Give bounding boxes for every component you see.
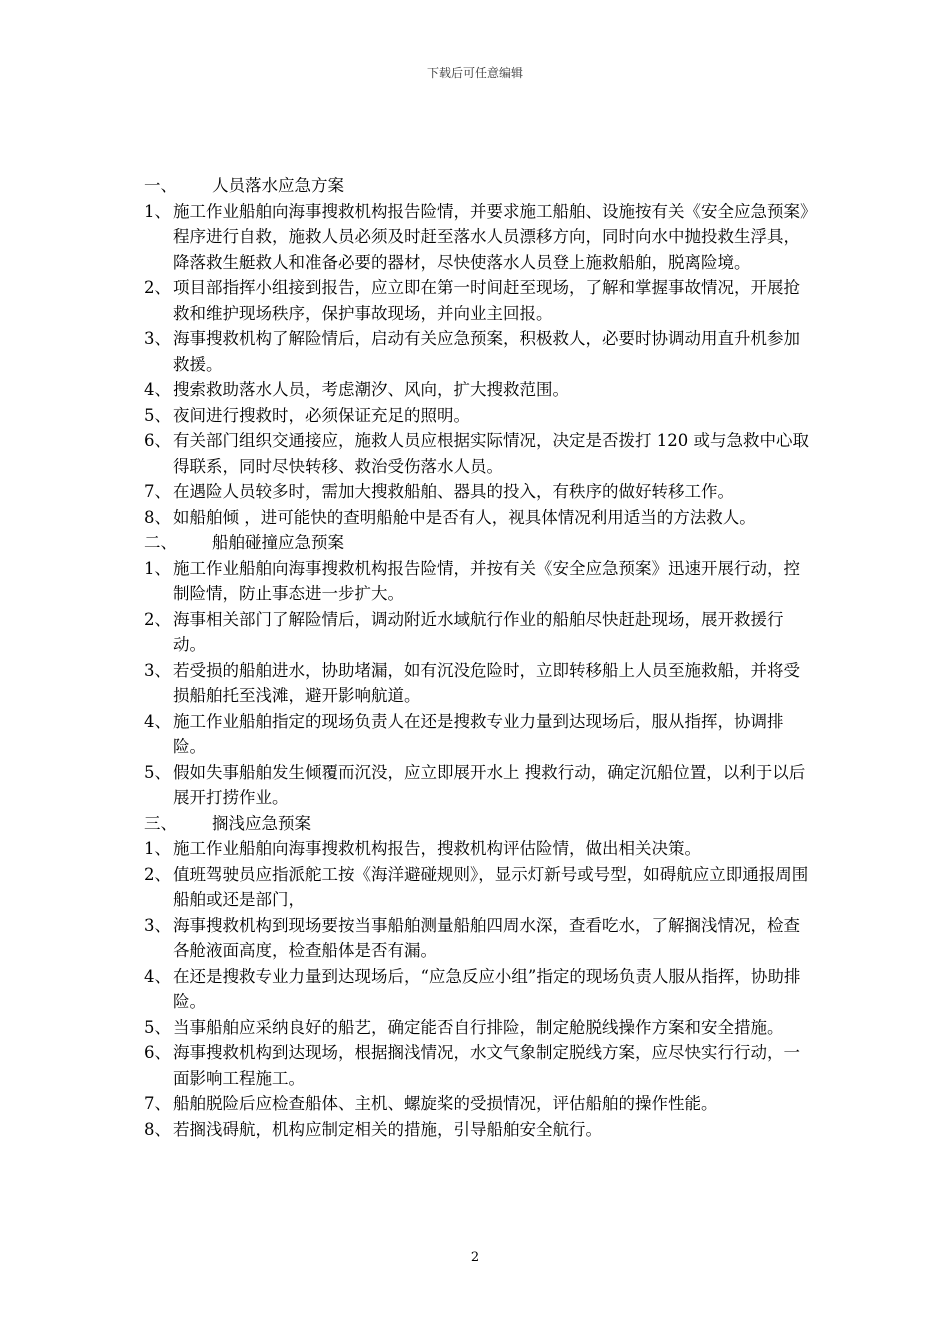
list-item: 2、 海事相关部门了解险情后，调动附近水域航行作业的船舶尽快赶赴现场，展开救援行动。	[144, 609, 784, 654]
list-item: 8、 如船舶倾 ，进可能快的查明船舱中是否有人，视具体情况利用适当的方法救人。	[144, 507, 756, 527]
page-number: 2	[470, 1250, 480, 1265]
list-item: 5、 当事船舶应采纳良好的船艺，确定能否自行排险，制定舱脱线操作方案和安全措施。	[144, 1017, 784, 1037]
section-heading: 二、 船舶碰撞应急预案	[144, 533, 344, 552]
page-header: 下载后可任意编辑	[426, 66, 523, 80]
list-item: 1、 施工作业船舶向海事搜救机构报告险情，并按有关《安全应急预案》迅速开展行动，控制险情，防止事态进一步扩大。	[144, 558, 800, 603]
list-item: 1、 施工作业船舶向海事搜救机构报告，搜救机构评估险情，做出相关决策。	[144, 839, 701, 858]
section-heading: 三、 搁浅应急预案	[144, 813, 311, 833]
list-item: 5、 夜间进行搜救时，必须保证充足的照明。	[144, 405, 470, 425]
list-item: 2、 值班驾驶员应指派舵工按《海洋避碰规则》，显示灯新号或号型，如碍航应立即通报周围船舶或还是部门，	[144, 864, 809, 909]
list-item: 6、 海事搜救机构到达现场，根据搁浅情况，水文气象制定脱线方案，应尽快实行行动，一面影响工程施工。	[144, 1043, 800, 1088]
list-item: 4、 在还是搜救专业力量到达现场后，“应急反应小组”指定的现场负责人服从指挥，协助排险。	[144, 966, 801, 1011]
list-item: 6、 有关部门组织交通接应，施救人员应根据实际情况，决定是否拨打 120 或与急救中心取得联系，同时尽快转移、救治受伤落水人员。	[144, 431, 809, 476]
list-item: 4、 搜索救助落水人员，考虑潮汐、风向，扩大搜救范围。	[144, 380, 569, 399]
list-item: 7、 在遇险人员较多时，需加大搜救船舶、器具的投入，有秩序的做好转移工作。	[144, 482, 734, 501]
list-item: 3、 若受损的船舶进水，协助堵漏，如有沉没危险时，立即转移船上人员至施救船，并将受损船舶托至浅滩，避开影响航道。	[144, 660, 800, 705]
list-item: 3、 海事搜救机构到现场要按当事船舶测量船舶四周水深，查看吃水，了解搁浅情况，检查各舱液面高度，检查船体是否有漏。	[144, 915, 800, 960]
list-item: 7、 船舶脱险后应检查船体、主机、螺旋桨的受损情况，评估船舶的操作性能。	[144, 1094, 718, 1113]
list-item: 3、 海事搜救机构了解险情后，启动有关应急预案，积极救人，必要时协调动用直升机参加救援。	[144, 329, 800, 374]
list-item: 2、 项目部指挥小组接到报告，应立即在第一时间赶至现场，了解和掌握事故情况，开展抢救和维护现场秩序，保护事故现场，并向业主回报。	[144, 278, 800, 323]
list-item: 8、 若搁浅碍航，机构应制定相关的措施，引导船舶安全航行。	[144, 1119, 602, 1139]
list-item: 1、 施工作业船舶向海事搜救机构报告险情，并要求施工船舶、设施按有关《安全应急预案》程序进行自救，施救人员必须及时赶至落水人员漂移方向，同时向水中抛投救生浮具，降落救生艇救人和准备必要的器材，尽快使落水人员登上施救船舶，脱离险境。	[144, 201, 809, 272]
document-body	[144, 173, 814, 1142]
list-item: 5、 假如失事船舶发生倾覆而沉没，应立即展开水上 搜救行动，确定沉船位置，以利于以后展开打捞作业。	[144, 762, 806, 807]
section-heading: 一、 人员落水应急方案	[144, 176, 344, 195]
list-item: 4、 施工作业船舶指定的现场负责人在还是搜救专业力量到达现场后，服从指挥，协调排险。	[144, 711, 784, 756]
